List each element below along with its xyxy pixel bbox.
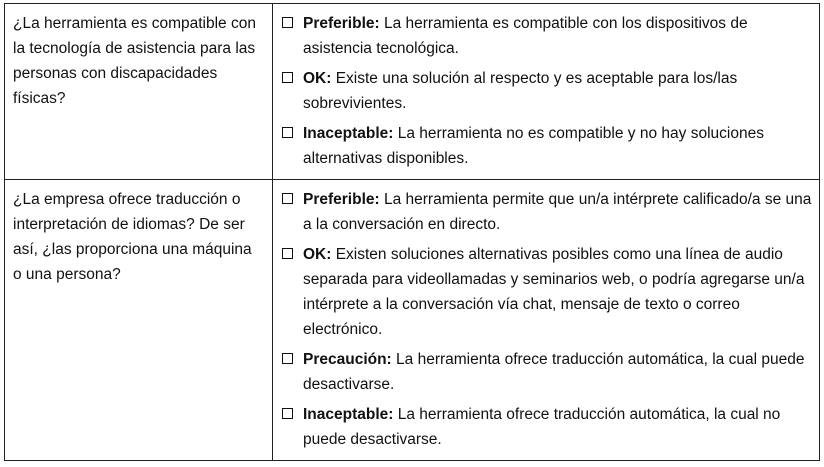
- option-item: [282, 11, 813, 61]
- option-text: La herramienta permite que un/a intérprete calificado/a se una a la conversación en directo.: [303, 191, 812, 233]
- options-cell: [273, 4, 819, 179]
- question-text: ¿La empresa ofrece traducción o interpretación de idiomas? De ser así, ¿las proporciona una máquina o una persona?: [13, 191, 252, 283]
- option-text: La herramienta no es compatible y no hay soluciones alternativas disponibles.: [303, 125, 764, 167]
- question-text: ¿La herramienta es compatible con la tecnología de asistencia para las personas con discapacidades físicas?: [13, 15, 256, 107]
- question-cell: [5, 4, 273, 179]
- option-item: [282, 242, 813, 342]
- option-text: La herramienta ofrece traducción automática, la cual no puede desactivarse.: [303, 406, 781, 448]
- option-item: [282, 187, 813, 237]
- checkbox-icon[interactable]: [282, 127, 293, 138]
- table-row: [5, 4, 819, 180]
- checkbox-icon[interactable]: [282, 248, 293, 259]
- option-text: Existen soluciones alternativas posibles como una línea de audio separada para videollamadas y seminarios web, o podría agregarse un/a intérprete a la conversación vía chat, mensaje de texto o correo electrónico.: [303, 246, 805, 338]
- option-label: Inaceptable:: [303, 125, 398, 142]
- option-text: La herramienta es compatible con los dispositivos de asistencia tecnológica.: [303, 15, 748, 57]
- option-label: Preferible:: [303, 15, 384, 32]
- option-item: [282, 121, 813, 171]
- option-text: Existe una solución al respecto y es aceptable para los/las sobrevivientes.: [303, 70, 738, 112]
- option-label: Inaceptable:: [303, 406, 398, 423]
- checkbox-icon[interactable]: [282, 193, 293, 204]
- option-label: Preferible:: [303, 191, 384, 208]
- checkbox-icon[interactable]: [282, 72, 293, 83]
- checkbox-icon[interactable]: [282, 353, 293, 364]
- checkbox-icon[interactable]: [282, 408, 293, 419]
- option-item: [282, 66, 813, 116]
- option-label: OK:: [303, 246, 336, 263]
- table-row: [5, 180, 819, 460]
- criteria-table: [4, 3, 820, 461]
- option-item: [282, 402, 813, 452]
- option-label: OK:: [303, 70, 336, 87]
- option-text: La herramienta ofrece traducción automática, la cual puede desactivarse.: [303, 351, 805, 393]
- options-cell: [273, 180, 819, 460]
- option-label: Precaución:: [303, 351, 397, 368]
- question-cell: [5, 180, 273, 460]
- checkbox-icon[interactable]: [282, 17, 293, 28]
- option-item: [282, 347, 813, 397]
